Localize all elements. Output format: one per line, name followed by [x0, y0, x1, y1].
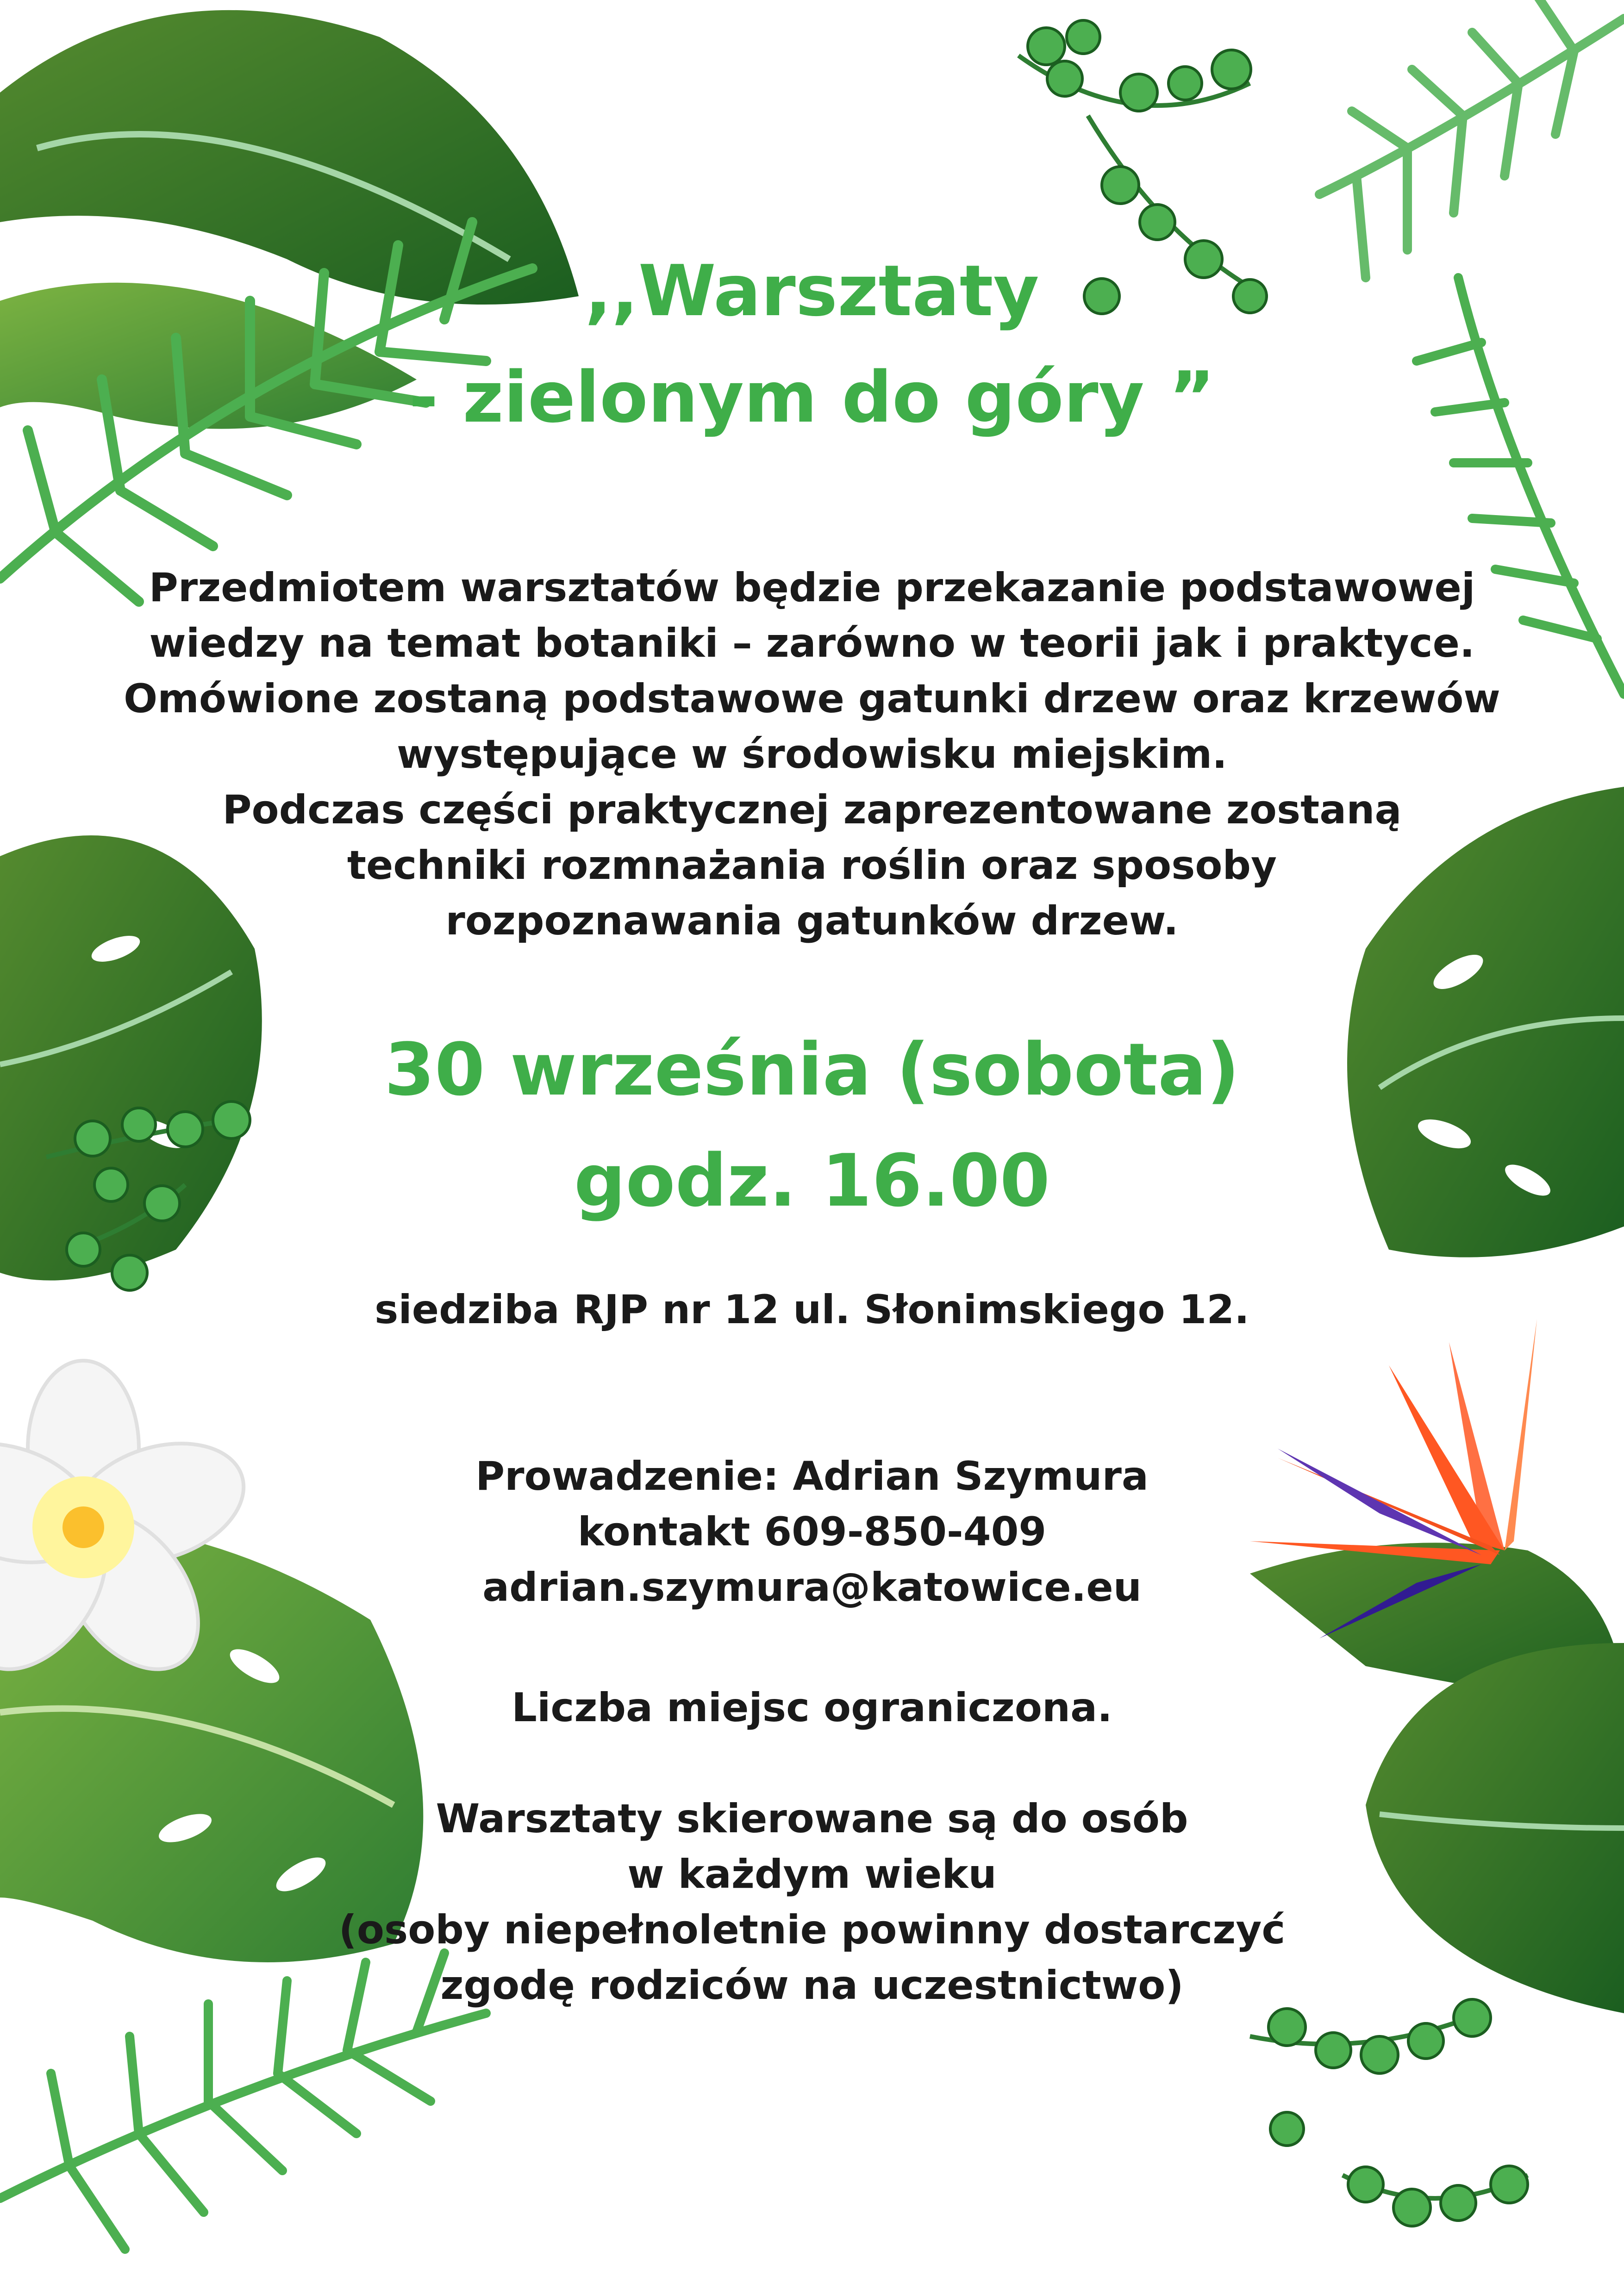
contact-email[interactable]: adrian.szymura@katowice.eu — [482, 1564, 1142, 1611]
description-line: techniki rozmnażania roślin oraz sposoby — [347, 842, 1277, 889]
event-time: godz. 16.00 — [574, 1139, 1050, 1223]
audience-line: w każdym wieku — [627, 1851, 997, 1898]
event-date: 30 września (sobota) — [384, 1027, 1240, 1112]
description-line: Omówione zostaną podstawowe gatunki drzew oraz krzewów — [124, 676, 1500, 722]
description-line: występujące w środowisku miejskim. — [397, 731, 1227, 778]
audience-line: Warsztaty skierowane są do osób — [436, 1796, 1188, 1842]
description-line: Przedmiotem warsztatów będzie przekazanie podstawowej — [149, 565, 1475, 611]
audience-line: (osoby niepełnoletnie powinny dostarczyć — [338, 1907, 1286, 1953]
contact-phone: kontakt 609-850-409 — [577, 1509, 1047, 1555]
poster-title-line-2: - zielonym do góry ” — [409, 356, 1215, 438]
audience-line: zgodę rodziców na uczestnictwo) — [440, 1962, 1184, 2009]
capacity-note: Liczba miejsc ograniczona. — [512, 1685, 1112, 1731]
event-location: siedziba RJP nr 12 ul. Słonimskiego 12. — [375, 1287, 1249, 1333]
workshop-leader: Prowadzenie: Adrian Szymura — [475, 1453, 1149, 1500]
poster-title-line-1: ,,Warsztaty — [585, 250, 1039, 332]
description-line: wiedzy na temat botaniki – zarówno w teorii jak i praktyce. — [149, 620, 1475, 666]
description-line: rozpoznawania gatunków drzew. — [445, 898, 1179, 944]
description-line: Podczas części praktycznej zaprezentowane zostaną — [222, 787, 1402, 833]
